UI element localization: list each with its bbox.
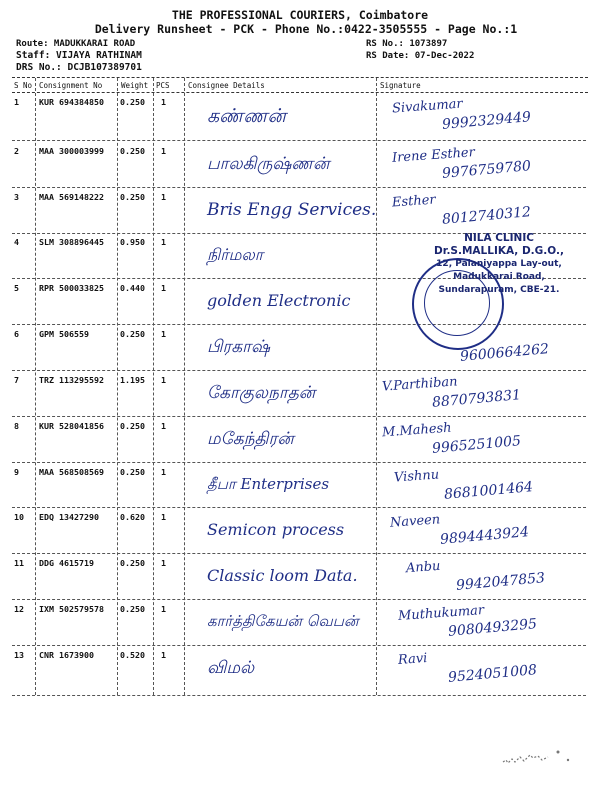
row-consignment-no: RPR 500033825 bbox=[39, 283, 104, 293]
row-consignee: விமல் bbox=[207, 658, 255, 678]
row-signature-phone: 9965251005 bbox=[431, 433, 522, 457]
row-pcs: 1 bbox=[161, 558, 166, 568]
row-pcs: 1 bbox=[161, 97, 166, 107]
stamp-line: 12, Palaniyappa Lay-out, bbox=[436, 259, 562, 269]
row-signature-phone: 8012740312 bbox=[441, 204, 532, 228]
row-consignment-no: MAA 569148222 bbox=[39, 192, 104, 202]
route-info bbox=[16, 38, 142, 74]
row-consignment-no: KUR 528041856 bbox=[39, 421, 104, 431]
row-consignee: பாலகிருஷ்ணன் bbox=[207, 154, 330, 174]
runsheet-title: Delivery Runsheet - PCK - Phone No.:0422-3505555 - Page No.:1 bbox=[94, 22, 518, 36]
row-consignment-no: IXM 502579578 bbox=[39, 604, 104, 614]
row-weight: 0.250 bbox=[120, 329, 145, 339]
row-signature-name: Ravi bbox=[397, 650, 428, 669]
row-divider bbox=[12, 695, 586, 696]
row-consignment-no: DDG 4615719 bbox=[39, 558, 94, 568]
row-weight: 0.250 bbox=[120, 97, 145, 107]
row-signature-phone: 9600664262 bbox=[459, 341, 550, 365]
row-consignment-no: GPM 506559 bbox=[39, 329, 89, 339]
table-header-rule bbox=[12, 92, 588, 93]
row-consignment-no: SLM 308896445 bbox=[39, 237, 104, 247]
col-header-pcs: PCS bbox=[156, 81, 170, 90]
row-signature-name: Naveen bbox=[389, 512, 441, 531]
row-weight: 0.620 bbox=[120, 512, 145, 522]
row-weight: 0.950 bbox=[120, 237, 145, 247]
column-divider bbox=[117, 78, 118, 695]
row-consignee: Classic loom Data. bbox=[207, 566, 358, 585]
row-consignment-no: CNR 1673900 bbox=[39, 650, 94, 660]
row-consignment-no: MAA 568508569 bbox=[39, 467, 104, 477]
row-consignee: Bris Engg Services. bbox=[207, 200, 377, 220]
row-sno: 8 bbox=[14, 421, 19, 431]
row-pcs: 1 bbox=[161, 146, 166, 156]
row-consignment-no: TRZ 113295592 bbox=[39, 375, 104, 385]
row-divider bbox=[12, 140, 586, 141]
row-divider bbox=[12, 645, 586, 646]
row-signature-phone: 9942047853 bbox=[455, 570, 546, 594]
row-pcs: 1 bbox=[161, 512, 166, 522]
row-sno: 10 bbox=[14, 512, 24, 522]
column-divider bbox=[184, 78, 185, 695]
column-divider bbox=[35, 78, 36, 695]
clinic-stamp bbox=[394, 230, 594, 350]
row-signature-name: Vishnu bbox=[393, 467, 440, 486]
row-weight: 0.250 bbox=[120, 146, 145, 156]
runsheet-header bbox=[0, 9, 600, 36]
row-pcs: 1 bbox=[161, 375, 166, 385]
row-divider bbox=[12, 599, 586, 600]
row-pcs: 1 bbox=[161, 467, 166, 477]
row-sno: 1 bbox=[14, 97, 19, 107]
row-sno: 2 bbox=[14, 146, 19, 156]
row-signature-name: V.Parthiban bbox=[381, 374, 459, 395]
col-header-signature: Signature bbox=[380, 81, 421, 90]
row-sno: 4 bbox=[14, 237, 19, 247]
row-divider bbox=[12, 416, 586, 417]
row-consignee: நிர்மலா bbox=[207, 245, 264, 264]
route-label: Route: MADUKKARAI ROAD bbox=[16, 39, 136, 49]
row-pcs: 1 bbox=[161, 283, 166, 293]
column-divider bbox=[153, 78, 154, 695]
row-consignee: பிரகாஷ் bbox=[207, 337, 271, 357]
rs-info bbox=[366, 38, 474, 62]
row-signature-name: Esther bbox=[391, 192, 437, 211]
drs-label: DRS No.: DCJB107389701 bbox=[16, 62, 142, 73]
col-header-consignee: Consignee Details bbox=[188, 81, 265, 90]
row-consignee: கோகுலநாதன் bbox=[207, 383, 316, 403]
col-header-weight: Weight bbox=[121, 81, 149, 90]
row-sno: 5 bbox=[14, 283, 19, 293]
row-signature-name: Anbu bbox=[405, 558, 441, 577]
row-divider bbox=[12, 553, 586, 554]
row-sno: 12 bbox=[14, 604, 24, 614]
row-weight: 1.195 bbox=[120, 375, 145, 385]
row-weight: 0.250 bbox=[120, 604, 145, 614]
row-sno: 13 bbox=[14, 650, 24, 660]
row-consignee: கார்த்திகேயன் வெபன் bbox=[207, 612, 359, 630]
stamp-line: NILA CLINIC bbox=[464, 232, 534, 244]
row-consignee: Semicon process bbox=[207, 520, 345, 539]
row-signature-name: Muthukumar bbox=[397, 603, 485, 624]
row-signature-phone: 9992329449 bbox=[441, 109, 532, 133]
column-divider bbox=[376, 78, 377, 695]
row-consignment-no: EDQ 13427290 bbox=[39, 512, 99, 522]
col-header-sno: S No bbox=[14, 81, 33, 90]
clinic-stamp-text bbox=[414, 232, 584, 297]
row-consignee: golden Electronic bbox=[207, 291, 351, 310]
row-weight: 0.250 bbox=[120, 558, 145, 568]
row-consignee: மகேந்திரன் bbox=[207, 429, 294, 449]
table-top-rule bbox=[12, 77, 588, 78]
row-consignee: தீபா Enterprises bbox=[207, 475, 330, 493]
row-consignment-no: MAA 300003999 bbox=[39, 146, 104, 156]
row-signature-phone: 8870793831 bbox=[431, 387, 522, 411]
row-divider bbox=[12, 507, 586, 508]
company-title: THE PROFESSIONAL COURIERS, Coimbatore bbox=[171, 8, 429, 22]
row-signature-phone: 9524051008 bbox=[447, 662, 538, 686]
row-divider bbox=[12, 462, 586, 463]
row-divider bbox=[12, 370, 586, 371]
col-header-consignment: Consignment No bbox=[39, 81, 103, 90]
row-divider bbox=[12, 187, 586, 188]
row-consignment-no: KUR 694384850 bbox=[39, 97, 104, 107]
row-signature-phone: 8681001464 bbox=[443, 479, 534, 503]
row-sno: 11 bbox=[14, 558, 24, 568]
row-sno: 7 bbox=[14, 375, 19, 385]
row-pcs: 1 bbox=[161, 650, 166, 660]
stamp-line: Dr.S.MALLIKA, D.G.O., bbox=[434, 245, 564, 257]
row-sno: 9 bbox=[14, 467, 19, 477]
row-signature-phone: 9080493295 bbox=[447, 616, 538, 640]
row-pcs: 1 bbox=[161, 192, 166, 202]
row-pcs: 1 bbox=[161, 237, 166, 247]
rs-date: RS Date: 07-Dec-2022 bbox=[366, 51, 475, 61]
row-weight: 0.440 bbox=[120, 283, 145, 293]
stamp-line: Sundarapuram, CBE-21. bbox=[438, 285, 560, 295]
row-weight: 0.250 bbox=[120, 467, 145, 477]
stamp-line: Madukkarai Road, bbox=[453, 272, 545, 282]
row-sno: 3 bbox=[14, 192, 19, 202]
row-pcs: 1 bbox=[161, 421, 166, 431]
row-pcs: 1 bbox=[161, 604, 166, 614]
row-signature-phone: 9894443924 bbox=[439, 524, 530, 548]
row-pcs: 1 bbox=[161, 329, 166, 339]
row-signature-phone: 9976759780 bbox=[441, 158, 532, 182]
row-sno: 6 bbox=[14, 329, 19, 339]
row-signature-name: Sivakumar bbox=[391, 96, 464, 117]
staff-label: Staff: VIJAYA RATHINAM bbox=[16, 50, 142, 61]
row-weight: 0.520 bbox=[120, 650, 145, 660]
rs-number: RS No.: 1073897 bbox=[366, 39, 448, 49]
row-consignee: கண்ணன் bbox=[207, 105, 286, 127]
row-signature-name: M.Mahesh bbox=[381, 420, 453, 441]
row-weight: 0.250 bbox=[120, 421, 145, 431]
scan-specks bbox=[498, 742, 578, 772]
row-signature-name: Irene Esther bbox=[391, 145, 476, 166]
row-weight: 0.250 bbox=[120, 192, 145, 202]
